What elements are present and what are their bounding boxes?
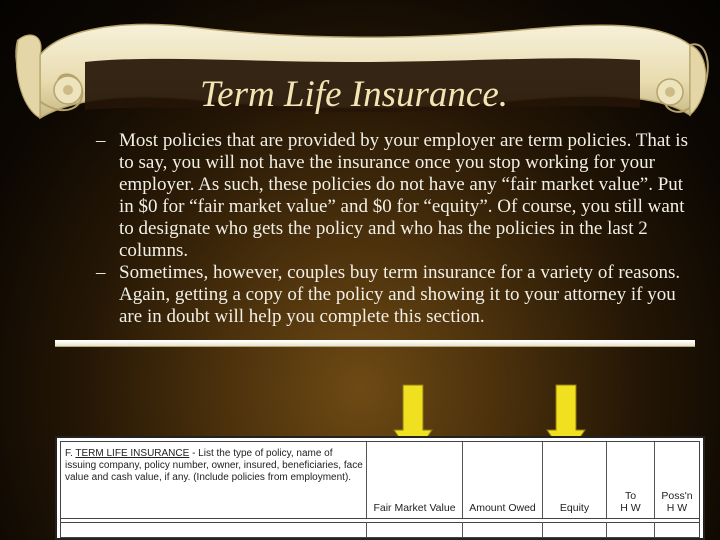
col-to <box>607 442 655 518</box>
bullet-text: Most policies that are provided by your employer are term policies. That is to say, you will not have the insurance once you stop working for your employer. As such, these policies do not have any “fair market value”. Put in $0 for “fair market value” and $0 for “equity”. Of course, you still want to designate who gets the policy and who has the policies in the last 2 columns. <box>119 130 688 261</box>
to-label: To <box>624 490 637 502</box>
bullet-dash: – <box>96 130 106 151</box>
bullet-item <box>96 130 696 262</box>
col-amount-owed <box>463 442 543 518</box>
col-header <box>607 490 654 514</box>
bullet-dash: – <box>96 262 106 283</box>
bullet-list <box>96 130 696 328</box>
col-header: Amount Owed <box>469 502 536 514</box>
col-divider <box>606 522 607 537</box>
form-description <box>61 442 366 484</box>
bullet-item <box>96 262 696 328</box>
slide-title: Term Life Insurance. <box>200 74 508 115</box>
scroll-banner <box>0 0 720 140</box>
col-equity <box>543 442 607 518</box>
col-divider <box>462 522 463 537</box>
col-possession <box>655 442 699 518</box>
row-divider <box>61 522 699 523</box>
form-excerpt <box>55 436 705 540</box>
col-header <box>655 490 699 514</box>
col-fair-market-value <box>367 442 463 518</box>
poss-sub: H W <box>666 502 688 514</box>
to-sub: H W <box>620 502 641 514</box>
section-letter: F. <box>65 448 73 459</box>
col-divider <box>654 522 655 537</box>
section-title: TERM LIFE INSURANCE <box>75 448 190 459</box>
section-desc: - List the type of policy, name of issuing company, policy number, owner, insured, beneficiaries, face value and cash value, if any. (Include policies from employment). <box>65 448 363 483</box>
col-divider <box>542 522 543 537</box>
bullet-text: Sometimes, however, couples buy term insurance for a variety of reasons. Again, getting a copy of the policy and showing it to your attorney if you are in doubt will help you complete this section. <box>119 262 681 327</box>
poss-label: Poss'n <box>661 490 693 502</box>
form-description-cell <box>61 442 367 518</box>
col-divider <box>366 522 367 537</box>
row-divider <box>61 518 699 519</box>
divider-line <box>55 340 695 346</box>
col-header: Fair Market Value <box>373 502 456 514</box>
col-header: Equity <box>559 502 590 514</box>
